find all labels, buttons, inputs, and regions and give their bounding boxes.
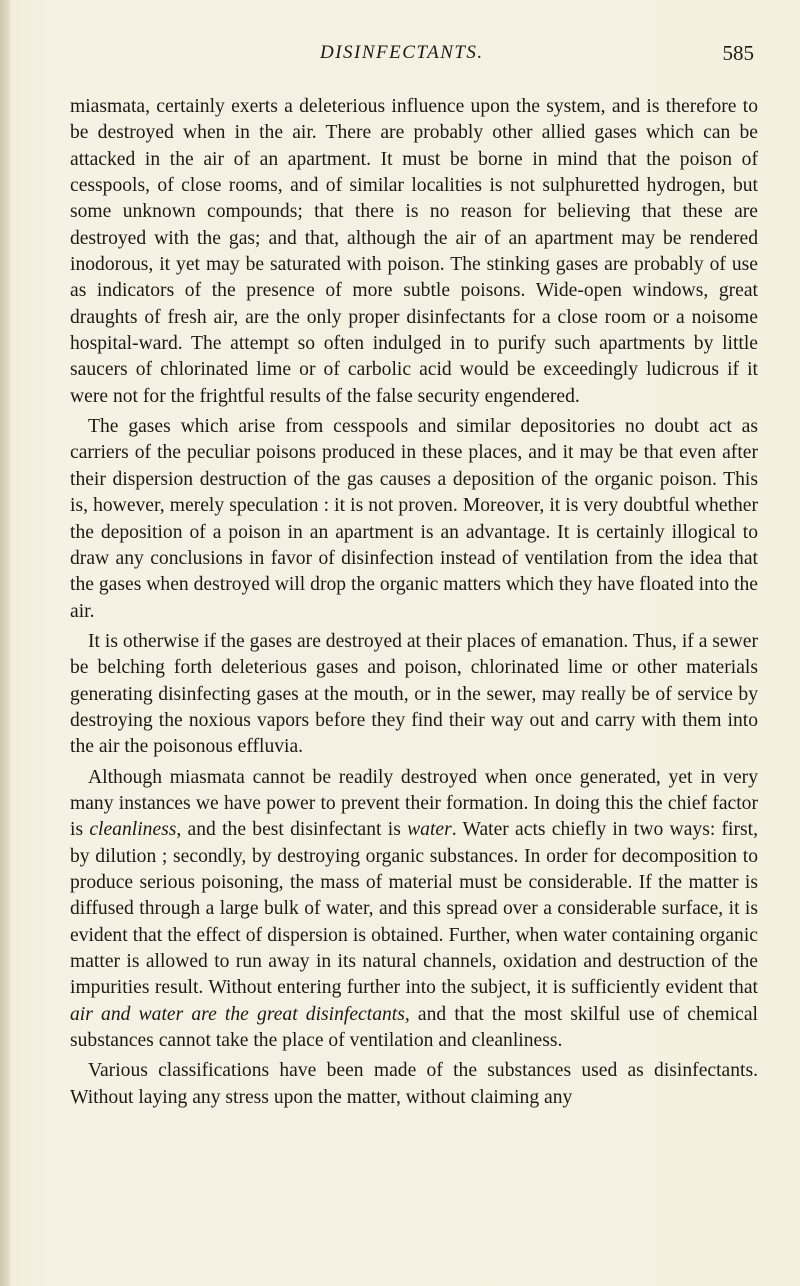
paragraph-2 [70, 414, 758, 625]
paragraph-5-text: Various classifications have been made of the substances used as disinfectants. Without laying any stress upon the matter, without claiming any [70, 1060, 758, 1108]
emphasis-cleanliness: cleanliness [89, 819, 177, 841]
page-header [70, 42, 770, 72]
page-binding-edge [0, 0, 10, 1286]
paragraph-4-text-d: , and that the most skilful use of chemical substances cannot take the place of ventilation and cleanliness. [70, 1003, 759, 1052]
paragraph-3 [70, 629, 758, 761]
emphasis-water: water [407, 819, 452, 841]
paragraph-4-text-b: , and the best disinfectant is [176, 819, 408, 841]
emphasis-great-disinfectants: air and water are the great disinfectants [70, 1003, 405, 1025]
paragraph-1 [70, 94, 758, 410]
body-text [70, 94, 758, 1111]
paragraph-5 [70, 1058, 758, 1111]
paragraph-4-text-c: . Water acts chiefly in two ways: first, by dilution ; secondly, by destroying organic substances. In order for decomposition to produce serious poisoning, the mass of material must be considerable. If the matter is diffused through a large bulk of water, and this spread over a considerable surface, it is evident that the effect of dispersion is obtained. Further, when water containing organic matter is allowed to run away in its natural channels, oxidation and destruction of the impurities result. Without entering further into the subject, it is sufficiently evident that [70, 819, 758, 999]
running-title: DISINFECTANTS. [320, 42, 484, 63]
paragraph-4 [70, 765, 758, 1055]
page-number: 585 [722, 41, 754, 65]
paragraph-1-text: miasmata, certainly exerts a deleterious influence upon the system, and is therefore to be destroyed when in the air. There are probably other allied gases which can be attacked in the air of an apartment. It must be borne in mind that the poison of cesspools, of close rooms, and of similar localities is not sulphuretted hydrogen, but some unknown compounds; that there is no reason for believing that these are destroyed with the gas; and that, although the air of an apartment may be rendered inodorous, it yet may be saturated with poison. The stinking gases are probably of use as indicators of the presence of more subtle poisons. Wide-open windows, great draughts of fresh air, are the only proper disinfectants for a close room or a noisome hospital-ward. The attempt so often indulged in to purify such apartments by little saucers of chlorinated lime or of carbolic acid would be exceedingly ludicrous if it were not for the frightful results of the false security engendered. [70, 96, 758, 407]
paragraph-2-text: The gases which arise from cesspools and similar depositories no doubt act as carriers of the peculiar poisons produced in these places, and it may be that even after their dispersion destruction of the gas causes a deposition of the organic poison. This is, however, merely speculation : it is not proven. Moreover, it is very doubtful whether the deposition of a poison in an apartment is an advantage. It is certainly illogical to draw any conclusions in favor of disinfection instead of ventilation from the idea that the gases when destroyed will drop the organic matters which they have floated into the air. [70, 416, 758, 622]
paragraph-3-text: It is otherwise if the gases are destroyed at their places of emanation. Thus, if a sewer be belching forth deleterious gases and poison, chlorinated lime or other materials generating disinfecting gases at the mouth, or in the sewer, may really be of service by destroying the noxious vapors before they find their way out and carry with them into the air the poisonous effluvia. [70, 630, 758, 758]
paragraph-4-text-a: Although miasmata cannot be readily destroyed when once generated, yet in very many instances we have power to prevent their formation. In doing this the chief factor is [70, 766, 758, 841]
